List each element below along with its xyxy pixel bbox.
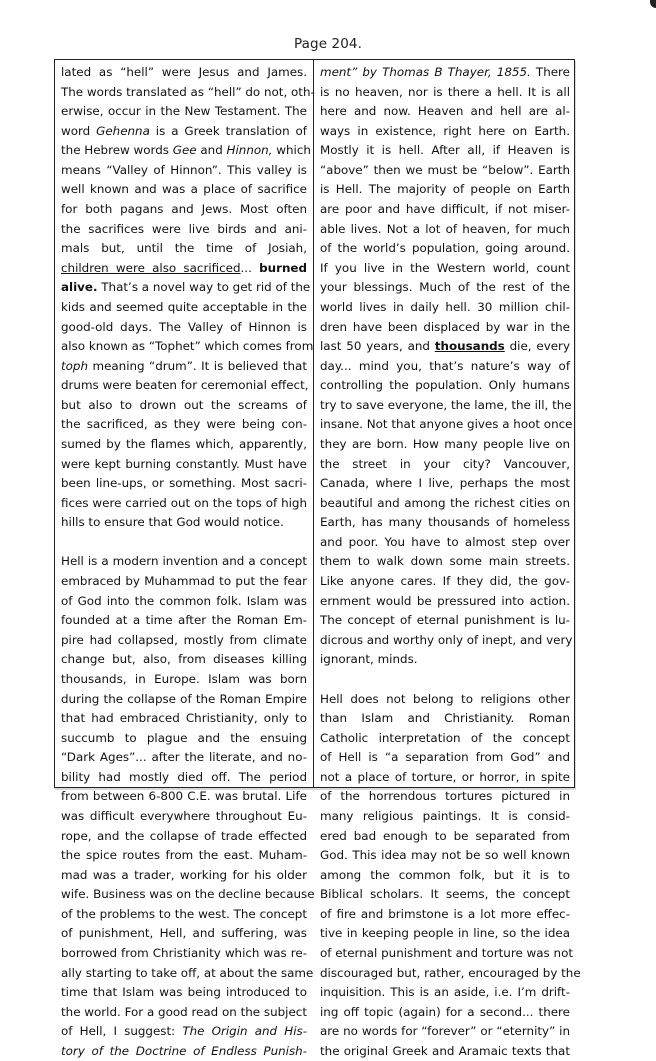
text-run: pire had collapsed, mostly from climate xyxy=(61,632,307,647)
left-column xyxy=(55,60,315,1058)
text-line xyxy=(61,259,307,279)
text-run: time that Islam was being introduced to xyxy=(61,985,307,1000)
text-line xyxy=(320,885,570,905)
text-line xyxy=(320,729,570,749)
text-line xyxy=(61,631,307,651)
text-line xyxy=(61,337,314,357)
text-run: than Islam and Christianity. Roman xyxy=(320,711,570,726)
text-run: The words translated as “hell” do not, oth- xyxy=(61,84,315,99)
text-run: inquisition. This is an aside, i.e. I’m drift- xyxy=(320,985,570,1000)
text-line xyxy=(320,122,570,142)
text-line xyxy=(61,474,307,494)
text-line xyxy=(61,1042,307,1061)
text-run: are poor and have difficult, if not miser- xyxy=(320,202,570,217)
text-run: the world. For a good read on the subject xyxy=(61,1004,307,1019)
text-line xyxy=(61,572,307,592)
text-run: of punishment, Hell, and suffering, was xyxy=(61,926,307,941)
text-line xyxy=(320,827,570,847)
text-line xyxy=(320,259,570,279)
text-line xyxy=(61,748,307,768)
text-run: Hell is a modern invention and a concept xyxy=(61,554,307,569)
text-run: the Hebrew words xyxy=(61,143,173,158)
text-line xyxy=(320,631,573,651)
text-run: kids and seemed quite acceptable in the xyxy=(61,299,307,314)
text-line xyxy=(61,690,307,710)
text-run: mals but, until the time of Josiah, xyxy=(61,241,307,256)
paragraph-break xyxy=(320,670,570,690)
text-line xyxy=(320,415,573,435)
text-line xyxy=(320,807,570,827)
text-line xyxy=(61,768,307,788)
bold-text: alive. xyxy=(61,280,98,295)
text-line xyxy=(61,924,307,944)
text-run: controlling the population. Only humans xyxy=(320,378,570,393)
text-line xyxy=(61,787,307,807)
text-run: God. This idea may not be so well known xyxy=(320,848,570,863)
text-run: day... mind you, that’s nature’s way of xyxy=(320,358,570,373)
text-line xyxy=(61,415,307,435)
text-line xyxy=(61,611,307,631)
text-line xyxy=(320,83,570,103)
text-run: which xyxy=(272,143,311,158)
right-column xyxy=(314,60,581,1058)
text-line xyxy=(320,611,570,631)
text-run: been line-ups, or something. Most sacri- xyxy=(61,476,307,491)
text-run: they are born. How many people live on xyxy=(320,436,570,451)
text-run: of Hell, I suggest: xyxy=(61,1024,183,1039)
bold-text: burned xyxy=(259,260,307,275)
text-line xyxy=(61,239,307,259)
text-line xyxy=(61,318,307,338)
text-line xyxy=(61,180,307,200)
text-line xyxy=(61,278,311,298)
text-run: drums were beaten for ceremonial effect, xyxy=(61,378,309,393)
text-run: The concept of eternal punishment is lu- xyxy=(320,613,570,628)
text-line xyxy=(61,846,307,866)
text-line xyxy=(320,494,570,514)
text-line xyxy=(320,1042,570,1061)
text-line xyxy=(61,63,307,83)
text-run: erwise, occur in the New Testament. The xyxy=(61,104,307,119)
italic-text: toph xyxy=(61,358,89,373)
text-run: ignorant, minds. xyxy=(320,652,418,667)
text-run: is a Greek translation of xyxy=(149,123,307,138)
text-line xyxy=(61,827,307,847)
text-line xyxy=(320,846,570,866)
text-run: the sacrificed, as they were being con- xyxy=(61,417,307,432)
text-run: the sacrifices were live birds and ani- xyxy=(61,221,307,236)
text-line xyxy=(61,964,314,984)
text-run: here and now. Heaven and hell are al- xyxy=(320,104,570,119)
text-run: sumed by the flames which, apparently, xyxy=(61,436,307,451)
text-run: of fire and brimstone is a lot more effec- xyxy=(320,906,570,921)
text-run: of eternal punishment and torture was not xyxy=(320,946,574,961)
text-run: Hell does not belong to religions other xyxy=(320,691,570,706)
text-line xyxy=(320,298,570,318)
text-line xyxy=(61,376,307,396)
text-run: Like anyone cares. If they did, the gov- xyxy=(320,574,570,589)
text-line xyxy=(320,357,570,377)
text-run: meaning “drum”. It is believed that xyxy=(88,358,307,373)
text-run: well known and was a place of sacrifice xyxy=(61,182,307,197)
text-line xyxy=(61,650,307,670)
text-line xyxy=(320,964,581,984)
italic-text: tory of the Doctrine of Endless Punish- xyxy=(61,1043,307,1058)
underlined-text: children were also sacrificed xyxy=(61,260,241,275)
scan-corner-mark xyxy=(650,0,656,8)
text-run: among the common folk, but it is to xyxy=(320,867,570,882)
text-run: the spice routes from the east. Muham- xyxy=(61,848,307,863)
text-run: not a place of torture, or horror, in spite xyxy=(320,769,570,784)
text-line xyxy=(61,552,307,572)
text-run: Earth, has many thousands of homeless xyxy=(320,515,570,530)
text-run: during the collapse of the Roman Empire xyxy=(61,691,307,706)
text-run: Biblical scholars. It seems, the concept xyxy=(320,887,570,902)
text-run: them to walk down some main streets. xyxy=(320,554,570,569)
text-line xyxy=(320,318,570,338)
text-run: of Hell is “a separation from God” and xyxy=(320,750,570,765)
text-run: bility had mostly died off. The period xyxy=(61,769,307,784)
text-run: is Hell. The majority of people on Earth xyxy=(320,182,570,197)
text-line xyxy=(320,552,570,572)
text-run: ways in existence, right here on Earth. xyxy=(320,123,570,138)
text-run: of the world’s population, going around. xyxy=(320,241,570,256)
text-run: tive in keeping people in line, so the idea xyxy=(320,926,570,941)
text-line xyxy=(61,1003,307,1023)
text-line xyxy=(61,592,307,612)
text-line xyxy=(61,455,307,475)
text-line xyxy=(320,768,570,788)
text-line xyxy=(320,513,570,533)
text-line xyxy=(61,200,307,220)
text-run: but also to drown out the screams of xyxy=(61,397,307,412)
italic-text: Gehenna xyxy=(96,123,150,138)
text-run: able lives. Not a lot of heaven, for much xyxy=(320,221,570,236)
text-line xyxy=(320,905,570,925)
text-run: “Dark Ages”... after the literate, and no- xyxy=(61,750,307,765)
text-line xyxy=(61,944,307,964)
text-line xyxy=(61,141,311,161)
text-line xyxy=(61,866,307,886)
text-run: ered bad enough to be separated from xyxy=(320,828,570,843)
text-line xyxy=(320,709,570,729)
text-run: beautiful and among the richest cities on xyxy=(320,495,570,510)
text-run: and poor. You have to almost step over xyxy=(320,534,570,549)
text-run: and xyxy=(196,143,227,158)
text-line xyxy=(61,161,307,181)
text-line xyxy=(320,1022,570,1042)
text-run: means “Valley of Hinnon”. This valley is xyxy=(61,162,307,177)
text-run: rope, and the collapse of trade effected xyxy=(61,828,307,843)
text-line xyxy=(320,1003,570,1023)
text-line xyxy=(61,983,307,1003)
text-run: ally starting to take off, at about the same xyxy=(61,965,314,980)
text-run: discouraged but, rather, encouraged by the xyxy=(320,965,581,980)
text-line xyxy=(320,474,570,494)
text-line xyxy=(320,220,570,240)
text-line xyxy=(61,396,307,416)
text-run: of the problems to the west. The concept xyxy=(61,906,307,921)
text-line xyxy=(320,455,570,475)
text-line xyxy=(61,513,307,533)
text-run: was difficult everywhere throughout Eu- xyxy=(61,808,307,823)
text-run: “above” then we must be “below”. Earth xyxy=(320,162,570,177)
text-line xyxy=(61,102,307,122)
text-line xyxy=(320,239,570,259)
text-line xyxy=(320,650,570,670)
text-line xyxy=(61,298,307,318)
text-line xyxy=(61,1022,307,1042)
text-run: There xyxy=(530,65,570,79)
text-line xyxy=(61,494,307,514)
text-line xyxy=(320,690,570,710)
text-run: embraced by Muhammad to put the fear xyxy=(61,574,307,589)
text-line xyxy=(320,748,570,768)
text-line xyxy=(320,435,570,455)
italic-text: ment” by Thomas B Thayer, 1855. xyxy=(320,65,531,79)
text-line xyxy=(320,533,570,553)
text-line xyxy=(320,572,570,592)
text-line xyxy=(320,141,570,161)
text-run: wife. Business was on the decline because xyxy=(61,887,315,902)
text-run: also known as “Tophet” which comes from xyxy=(61,339,314,354)
text-line xyxy=(61,729,307,749)
text-line xyxy=(320,63,570,83)
text-line xyxy=(320,278,570,298)
text-run: word xyxy=(61,123,97,138)
text-run: die, every xyxy=(504,339,570,354)
text-run: are no words for “forever” or “eternity” in xyxy=(320,1024,570,1039)
text-run: hills to ensure that God would notice. xyxy=(61,515,284,530)
text-line xyxy=(61,807,307,827)
text-run: is no heaven, nor is there a hell. It is all xyxy=(320,84,570,99)
text-line xyxy=(320,983,570,1003)
text-run: of God into the common folk. Islam was xyxy=(61,593,307,608)
text-line xyxy=(320,944,574,964)
text-run: the street in your city? Vancouver, xyxy=(320,456,570,471)
text-run: last 50 years, and xyxy=(320,339,435,354)
text-run: succumb to plague and the ensuing xyxy=(61,730,307,745)
text-run: your blessings. Much of the rest of the xyxy=(320,280,570,295)
italic-text: The Origin and His- xyxy=(182,1024,307,1039)
text-run: ... xyxy=(240,260,260,275)
bold-underlined-text: thousands xyxy=(434,339,505,354)
paragraph-break xyxy=(61,533,307,553)
text-line xyxy=(61,709,307,729)
text-line xyxy=(61,220,307,240)
text-line xyxy=(320,376,570,396)
text-line xyxy=(320,180,570,200)
text-run: Mostly it is hell. After all, if Heaven is xyxy=(320,143,570,158)
text-run: lated as “hell” were Jesus and James. xyxy=(61,65,307,79)
text-run: fices were carried out on the tops of high xyxy=(61,495,307,510)
text-line xyxy=(61,885,315,905)
text-line xyxy=(61,435,307,455)
text-run: try to save everyone, the lame, the ill, the xyxy=(320,397,572,412)
text-run: insane. Not that anyone gives a hoot once xyxy=(320,417,573,432)
text-run: Catholic interpretation of the concept xyxy=(320,730,570,745)
text-line xyxy=(320,592,570,612)
italic-text: Gee xyxy=(172,143,197,158)
text-run: of the horrendous tortures pictured in xyxy=(320,789,570,804)
text-run: world lives in daily hell. 30 million chil- xyxy=(320,299,570,314)
text-run: dren have been displaced by war in the xyxy=(320,319,570,334)
text-run: If you live in the Western world, count xyxy=(320,260,570,275)
text-run: for both pagans and Jews. Most often xyxy=(61,202,307,217)
text-line xyxy=(61,83,315,103)
text-line xyxy=(61,122,307,142)
text-line xyxy=(320,866,570,886)
text-run: dicrous and worthy only of inept, and very xyxy=(320,632,573,647)
text-line xyxy=(61,357,307,377)
text-run: borrowed from Christianity which was re- xyxy=(61,946,307,961)
text-run: Canada, where I live, perhaps the most xyxy=(320,476,570,491)
text-line xyxy=(320,200,570,220)
italic-text: Hinnon, xyxy=(226,143,273,158)
text-run: thousands, in Europe. Islam was born xyxy=(61,671,307,686)
text-run: good-old days. The Valley of Hinnon is xyxy=(61,319,307,334)
text-line xyxy=(61,670,307,690)
text-run: mad was a trader, working for his older xyxy=(61,867,307,882)
text-run: that had embraced Christianity, only to xyxy=(61,711,307,726)
text-line xyxy=(320,161,570,181)
two-column-text-box xyxy=(54,59,581,1058)
text-line xyxy=(320,396,570,416)
text-line xyxy=(320,924,570,944)
text-line xyxy=(61,905,307,925)
text-line xyxy=(320,102,570,122)
text-line xyxy=(320,337,570,357)
text-run: the original Greek and Aramaic texts that xyxy=(320,1043,570,1058)
text-run: ernment would be pressured into action. xyxy=(320,593,570,608)
page-number-header: Page 204. xyxy=(294,36,362,52)
text-run: from between 6-800 C.E. was brutal. Life xyxy=(61,789,307,804)
text-run: change but, also, from diseases killing xyxy=(61,652,307,667)
text-run: founded at a time after the Roman Em- xyxy=(61,613,307,628)
text-run: were kept burning constantly. Must have xyxy=(61,456,307,471)
text-line xyxy=(320,787,570,807)
text-run: That’s a novel way to get rid of the xyxy=(97,280,311,295)
text-run: ing off topic (again) for a second... there xyxy=(320,1004,570,1019)
text-run: many religious paintings. It is consid- xyxy=(320,808,570,823)
